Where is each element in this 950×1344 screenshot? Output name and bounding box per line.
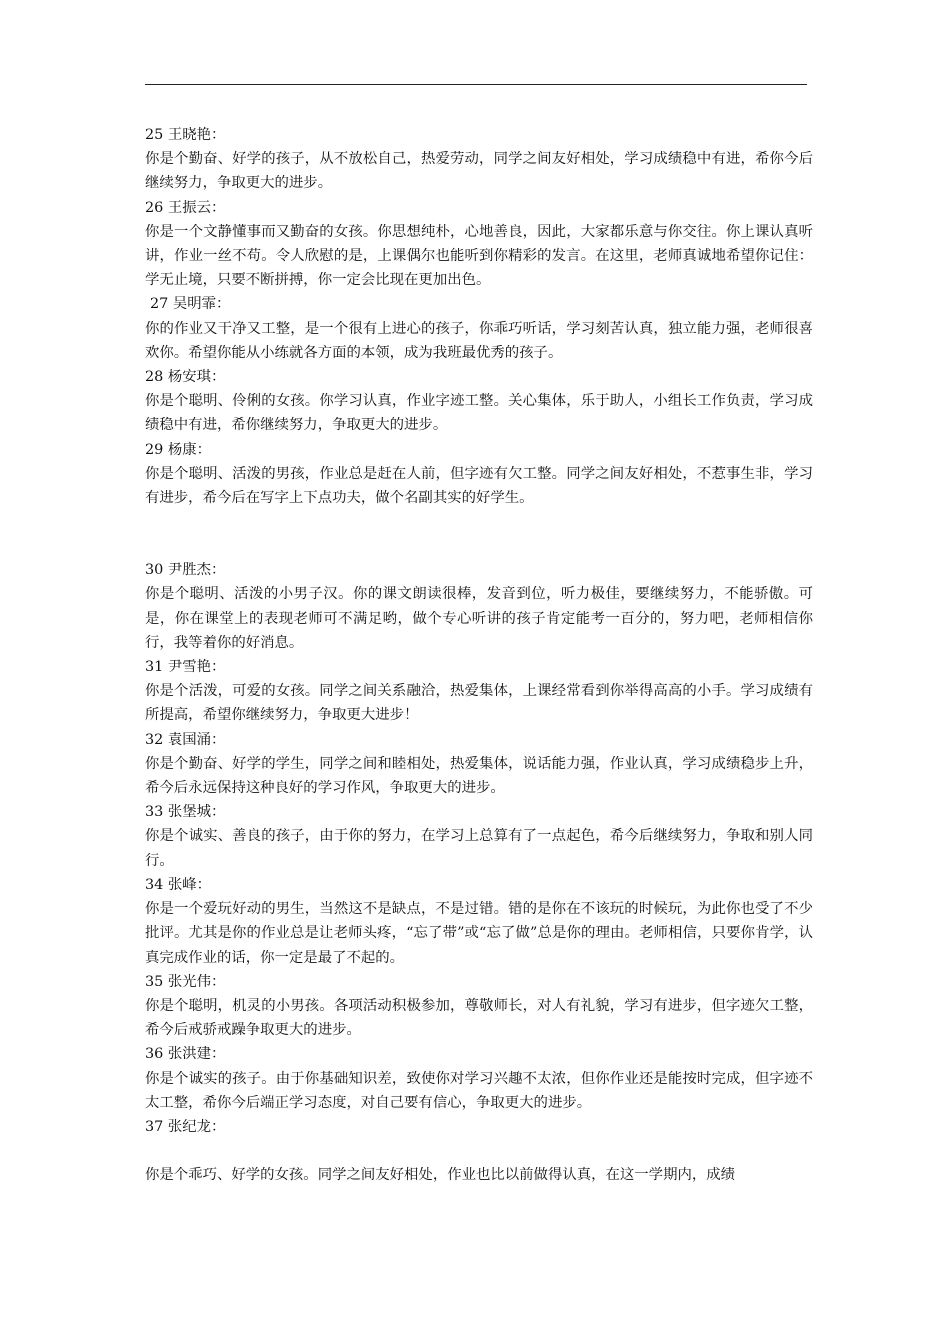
student-comment: 你是个聪明、活泼的小男子汉。你的课文朗读很棒，发音到位，听力极佳，要继续努力，不能骄傲。可是，你在课堂上的表现老师可不满足哟，做个专心听讲的孩子肯定能考一百分的，努力吧，老师相信你行，我等着你的好消息。 [145, 586, 813, 651]
student-name: 37 张纪龙： [145, 1118, 226, 1135]
student-comment: 你是个勤奋、好学的学生，同学之间和睦相处，热爱集体，说话能力强，作业认真，学习成绩稳步上升，希今后永远保持这种良好的学习作风，争取更大的进步。 [145, 755, 813, 797]
student-name: 30 尹胜杰： [145, 562, 226, 579]
header-rule [145, 84, 807, 85]
student-comment: 你是一个文静懂事而又勤奋的女孩。你思想纯朴，心地善良，因此，大家都乐意与你交往。你上课认真听讲，作业一丝不苟。令人欣慰的是，上课偶尔也能听到你精彩的发言。在这里，老师真诚地希望你记住：学无止境，只要不断拼搏，你一定会比现在更加出色。 [145, 223, 813, 289]
student-name: 34 张峰： [145, 876, 212, 893]
blank-gap [145, 510, 813, 558]
student-name: 33 张堡城： [145, 804, 226, 821]
student-comment: 你是个勤奋、好学的孩子，从不放松自己，热爱劳动，同学之间友好相处，学习成绩稳中有进，希你今后继续努力，争取更大的进步。 [145, 151, 813, 192]
student-name: 25 王晓艳： [145, 127, 226, 143]
student-comment: 你是个活泼，可爱的女孩。同学之间关系融洽，热爱集体，上课经常看到你举得高高的小手。学习成绩有所提高，希望你继续努力，争取更大进步！ [145, 683, 813, 724]
student-comment: 你是个聪明、伶俐的女孩。你学习认真，作业字迹工整。关心集体，乐于助人，小组长工作负责，学习成绩稳中有进，希你继续努力，争取更大的进步。 [145, 393, 813, 434]
student-name: 27 吴明霏： [150, 296, 231, 313]
blank-gap [145, 1139, 813, 1163]
student-comment: 你是个乖巧、好学的女孩。同学之间友好相处，作业也比以前做得认真，在这一学期内，成绩 [145, 1167, 736, 1184]
student-comment: 你是个诚实、善良的孩子，由于你的努力，在学习上总算有了一点起色，希今后继续努力，争取和别人同行。 [145, 828, 813, 869]
student-name: 35 张光伟： [145, 973, 226, 990]
student-comment: 你是个聪明，机灵的小男孩。各项活动积极参加，尊敬师长，对人有礼貌，学习有进步，但字迹欠工整，希今后戒骄戒躁争取更大的进步。 [145, 997, 813, 1039]
student-name: 29 杨康： [145, 441, 212, 458]
student-name: 31 尹雪艳： [145, 659, 226, 676]
student-comment: 你是个诚实的孩子。由于你基础知识差，致使你对学习兴趣不太浓，但你作业还是能按时完成，但字迹不太工整，希你今后端正学习态度，对自己要有信心，争取更大的进步。 [145, 1070, 813, 1111]
student-name: 28 杨安琪： [145, 369, 226, 386]
student-name: 32 袁国涌： [145, 731, 226, 748]
student-name: 36 张洪建： [145, 1046, 226, 1063]
student-name: 26 王振云： [145, 199, 226, 216]
comments-body [145, 123, 813, 1187]
student-comment: 你的作业又干净又工整，是一个很有上进心的孩子，你乖巧听话，学习刻苦认真，独立能力强，老师很喜欢你。希望你能从小练就各方面的本领，成为我班最优秀的孩子。 [145, 320, 813, 361]
student-comment: 你是一个爱玩好动的男生，当然这不是缺点，不是过错。错的是你在不该玩的时候玩，为此你也受了不少批评。尤其是你的作业总是让老师头疼，“忘了带”或“忘了做”总是你的理由。老师相信，只要你肯学，认真完成作业的话，你一定是最了不起的。 [145, 901, 813, 966]
student-comment: 你是个聪明、活泼的男孩，作业总是赶在人前，但字迹有欠工整。同学之间友好相处，不惹事生非，学习有进步，希今后在写字上下点功夫，做个名副其实的好学生。 [145, 465, 813, 507]
